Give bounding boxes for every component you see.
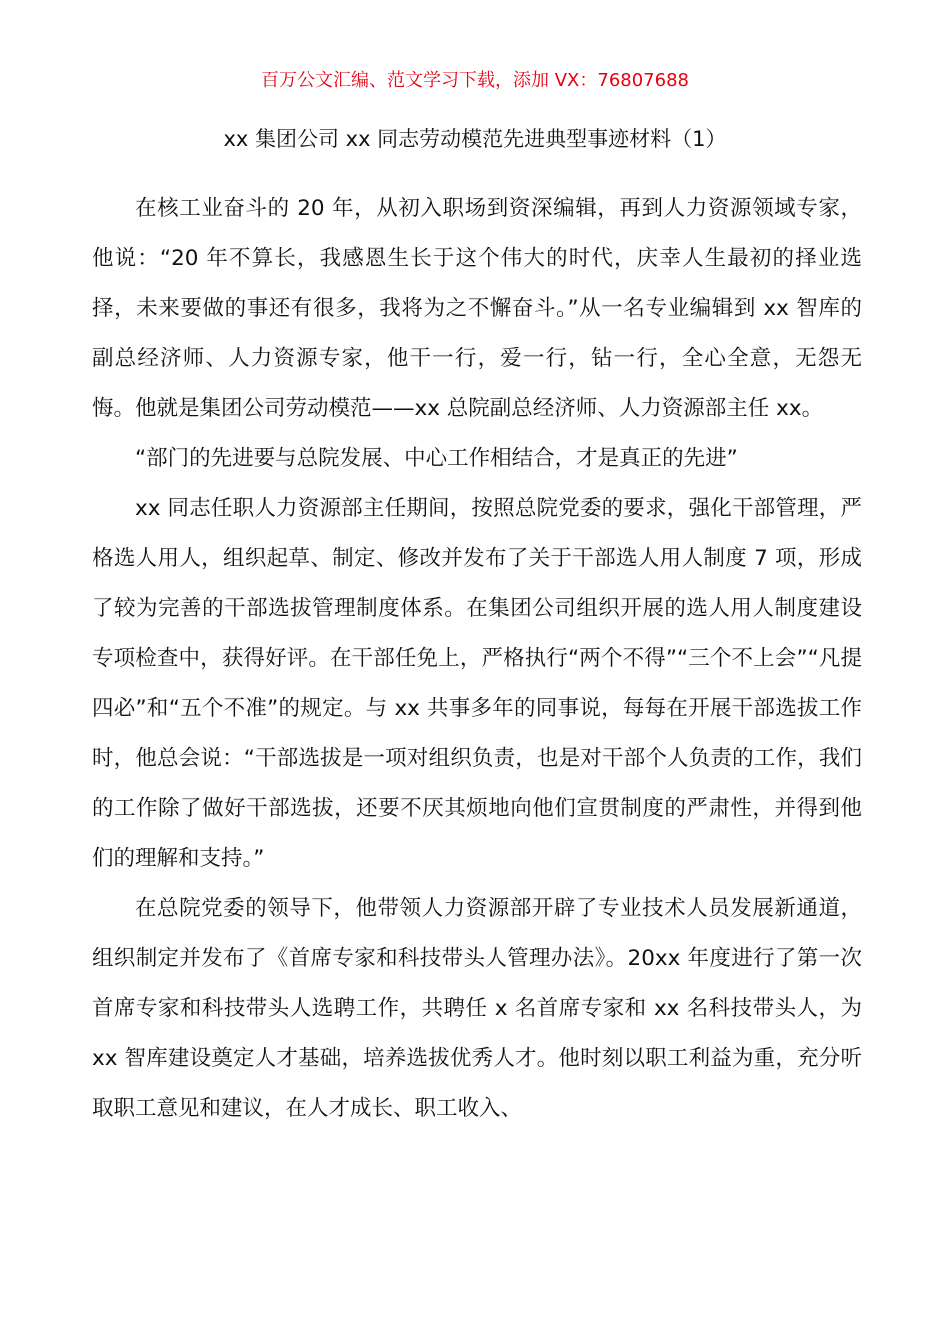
watermark-header: 百万公文汇编、范文学习下载，添加 VX：76807688: [261, 70, 689, 91]
document-title: xx 集团公司 xx 同志劳动模范先进典型事迹材料（1）: [223, 127, 727, 151]
document-body: [92, 184, 862, 1134]
paragraph: 在总院党委的领导下，他带领人力资源部开辟了专业技术人员发展新通道，组织制定并发布了《首席专家和科技带头人管理办法》。20xx 年度进行了第一次首席专家和科技带头人选聘工作，共聘任 x 名首席专家和 xx 名科技带头人，为 xx 智库建设奠定人才基础，培养选拔优秀人才。他时刻以职工利益为重，充分听取职工意见和建议，在人才成长、职工收入、: [92, 896, 862, 1121]
paragraph-heading: “部门的先进要与总院发展、中心工作相结合，才是真正的先进”: [135, 446, 738, 471]
paragraph: xx 同志任职人力资源部主任期间，按照总院党委的要求，强化干部管理，严格选人用人，组织起草、制定、修改并发布了关于干部选人用人制度 7 项，形成了较为完善的干部选拔管理制度体系。在集团公司组织开展的选人用人制度建设专项检查中，获得好评。在干部任免上，严格执行“两个不得”“三个不上会”“凡提四必”和“五个不准”的规定。与 xx 共事多年的同事说，每每在开展干部选拔工作时，他总会说：“干部选拔是一项对组织负责，也是对干部个人负责的工作，我们的工作除了做好干部选拔，还要不厌其烦地向他们宣贯制度的严肃性，并得到他们的理解和支持。”: [92, 496, 862, 871]
paragraph: 在核工业奋斗的 20 年，从初入职场到资深编辑，再到人力资源领域专家，他说：“20 年不算长，我感恩生长于这个伟大的时代，庆幸人生最初的择业选择，未来要做的事还有很多，我将为之不懈奋斗。”从一名专业编辑到 xx 智库的副总经济师、人力资源专家，他干一行，爱一行，钻一行，全心全意，无怨无悔。他就是集团公司劳动模范——xx 总院副总经济师、人力资源部主任 xx。: [92, 196, 862, 421]
